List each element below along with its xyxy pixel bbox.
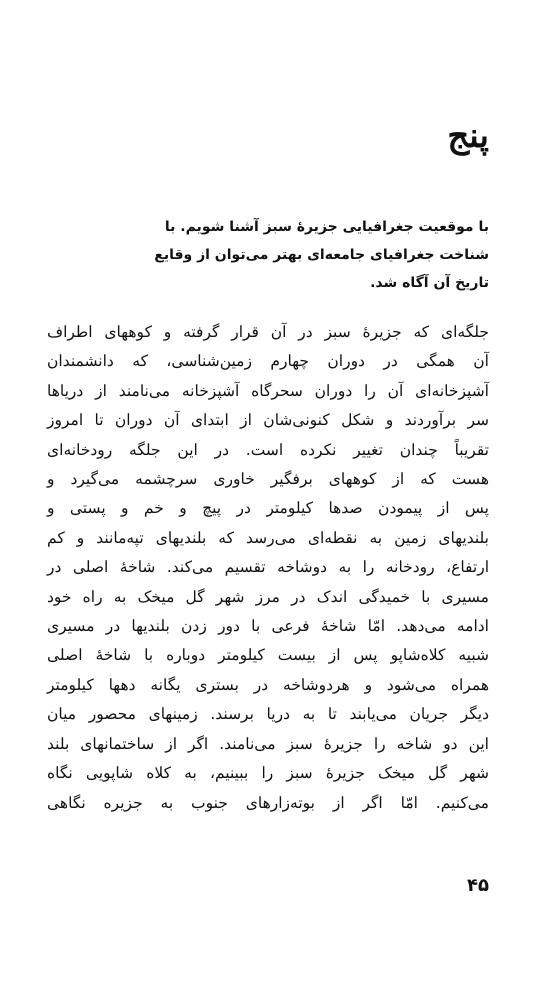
body-line: مسیری با خمیدگی اندک در مرز شهر گل میخک به راه خود — [47, 587, 489, 606]
body-line: آشپزخانه‌ای آن را دوران سحرگاه آشپزخانه می‌نامند از دریاها — [47, 381, 489, 400]
body-line: پس از پیمودن صدها کیلومتر در پیچ و خم و پستی و — [47, 499, 489, 518]
body-paragraph — [47, 318, 489, 818]
body-line: بلندیهای زمین به نقطه‌ای می‌رسد که بلندیهای تپه‌مانند و کم — [47, 528, 489, 547]
body-line: سر برآوردند و شکل کنونی‌شان از ابتدای آن دوران تا امروز — [47, 411, 489, 430]
body-line: شبیه کلاه‌شاپو پس از بیست کیلومتر دوباره با شاخهٔ اصلی — [47, 646, 489, 665]
body-line: ارتفاع، رودخانه را به دوشاخه تقسیم می‌کند. شاخهٔ اصلی در — [47, 558, 489, 577]
chapter-summary — [114, 213, 489, 297]
body-line: جلگه‌ای که جزیرهٔ سبز در آن قرار گرفته و کوههای اطراف — [47, 323, 489, 341]
body-line: تقریباً چندان تغییر نکرده است. در این جلگه رودخانه‌ای — [47, 440, 489, 459]
body-line: این دو شاخه را جزیرهٔ سبز می‌نامند. اگر از ساختمانهای بلند — [47, 734, 489, 753]
body-line: می‌کنیم. امّا اگر از بوته‌زارهای جنوب به جزیره نگاهی — [47, 793, 489, 812]
body-line: همراه می‌شود و هردوشاخه در بستری یگانه دهها کیلومتر — [47, 675, 489, 694]
summary-line: تاریخ آن آگاه شد. — [370, 275, 489, 291]
body-line: شهر گل میخک جزیرهٔ سبز را ببینیم، به کلاه شاپویی نگاه — [47, 764, 489, 783]
body-line: دیگر جریان می‌یابند تا به دریا برسند. زمینهای محصور میان — [47, 705, 489, 724]
body-line: ادامه می‌دهد. امّا شاخهٔ فرعی با دور زدن بلندیها در مسیری — [47, 617, 489, 636]
summary-line: با موقعیت جغرافیایی جزیرهٔ سبز آشنا شویم. با — [164, 219, 489, 235]
body-line: هست که از کوههای برفگیر خاوری سرچشمه می‌گیرد و — [47, 470, 489, 489]
summary-line: شناخت جغرافیای جامعه‌ای بهتر می‌توان از وقایع — [154, 247, 489, 263]
body-line: آن همگی در دوران چهارم زمین‌شناسی، که دانشمندان — [47, 352, 489, 371]
chapter-title: پنج — [447, 116, 489, 156]
page-number: ۴۵ — [467, 875, 489, 896]
